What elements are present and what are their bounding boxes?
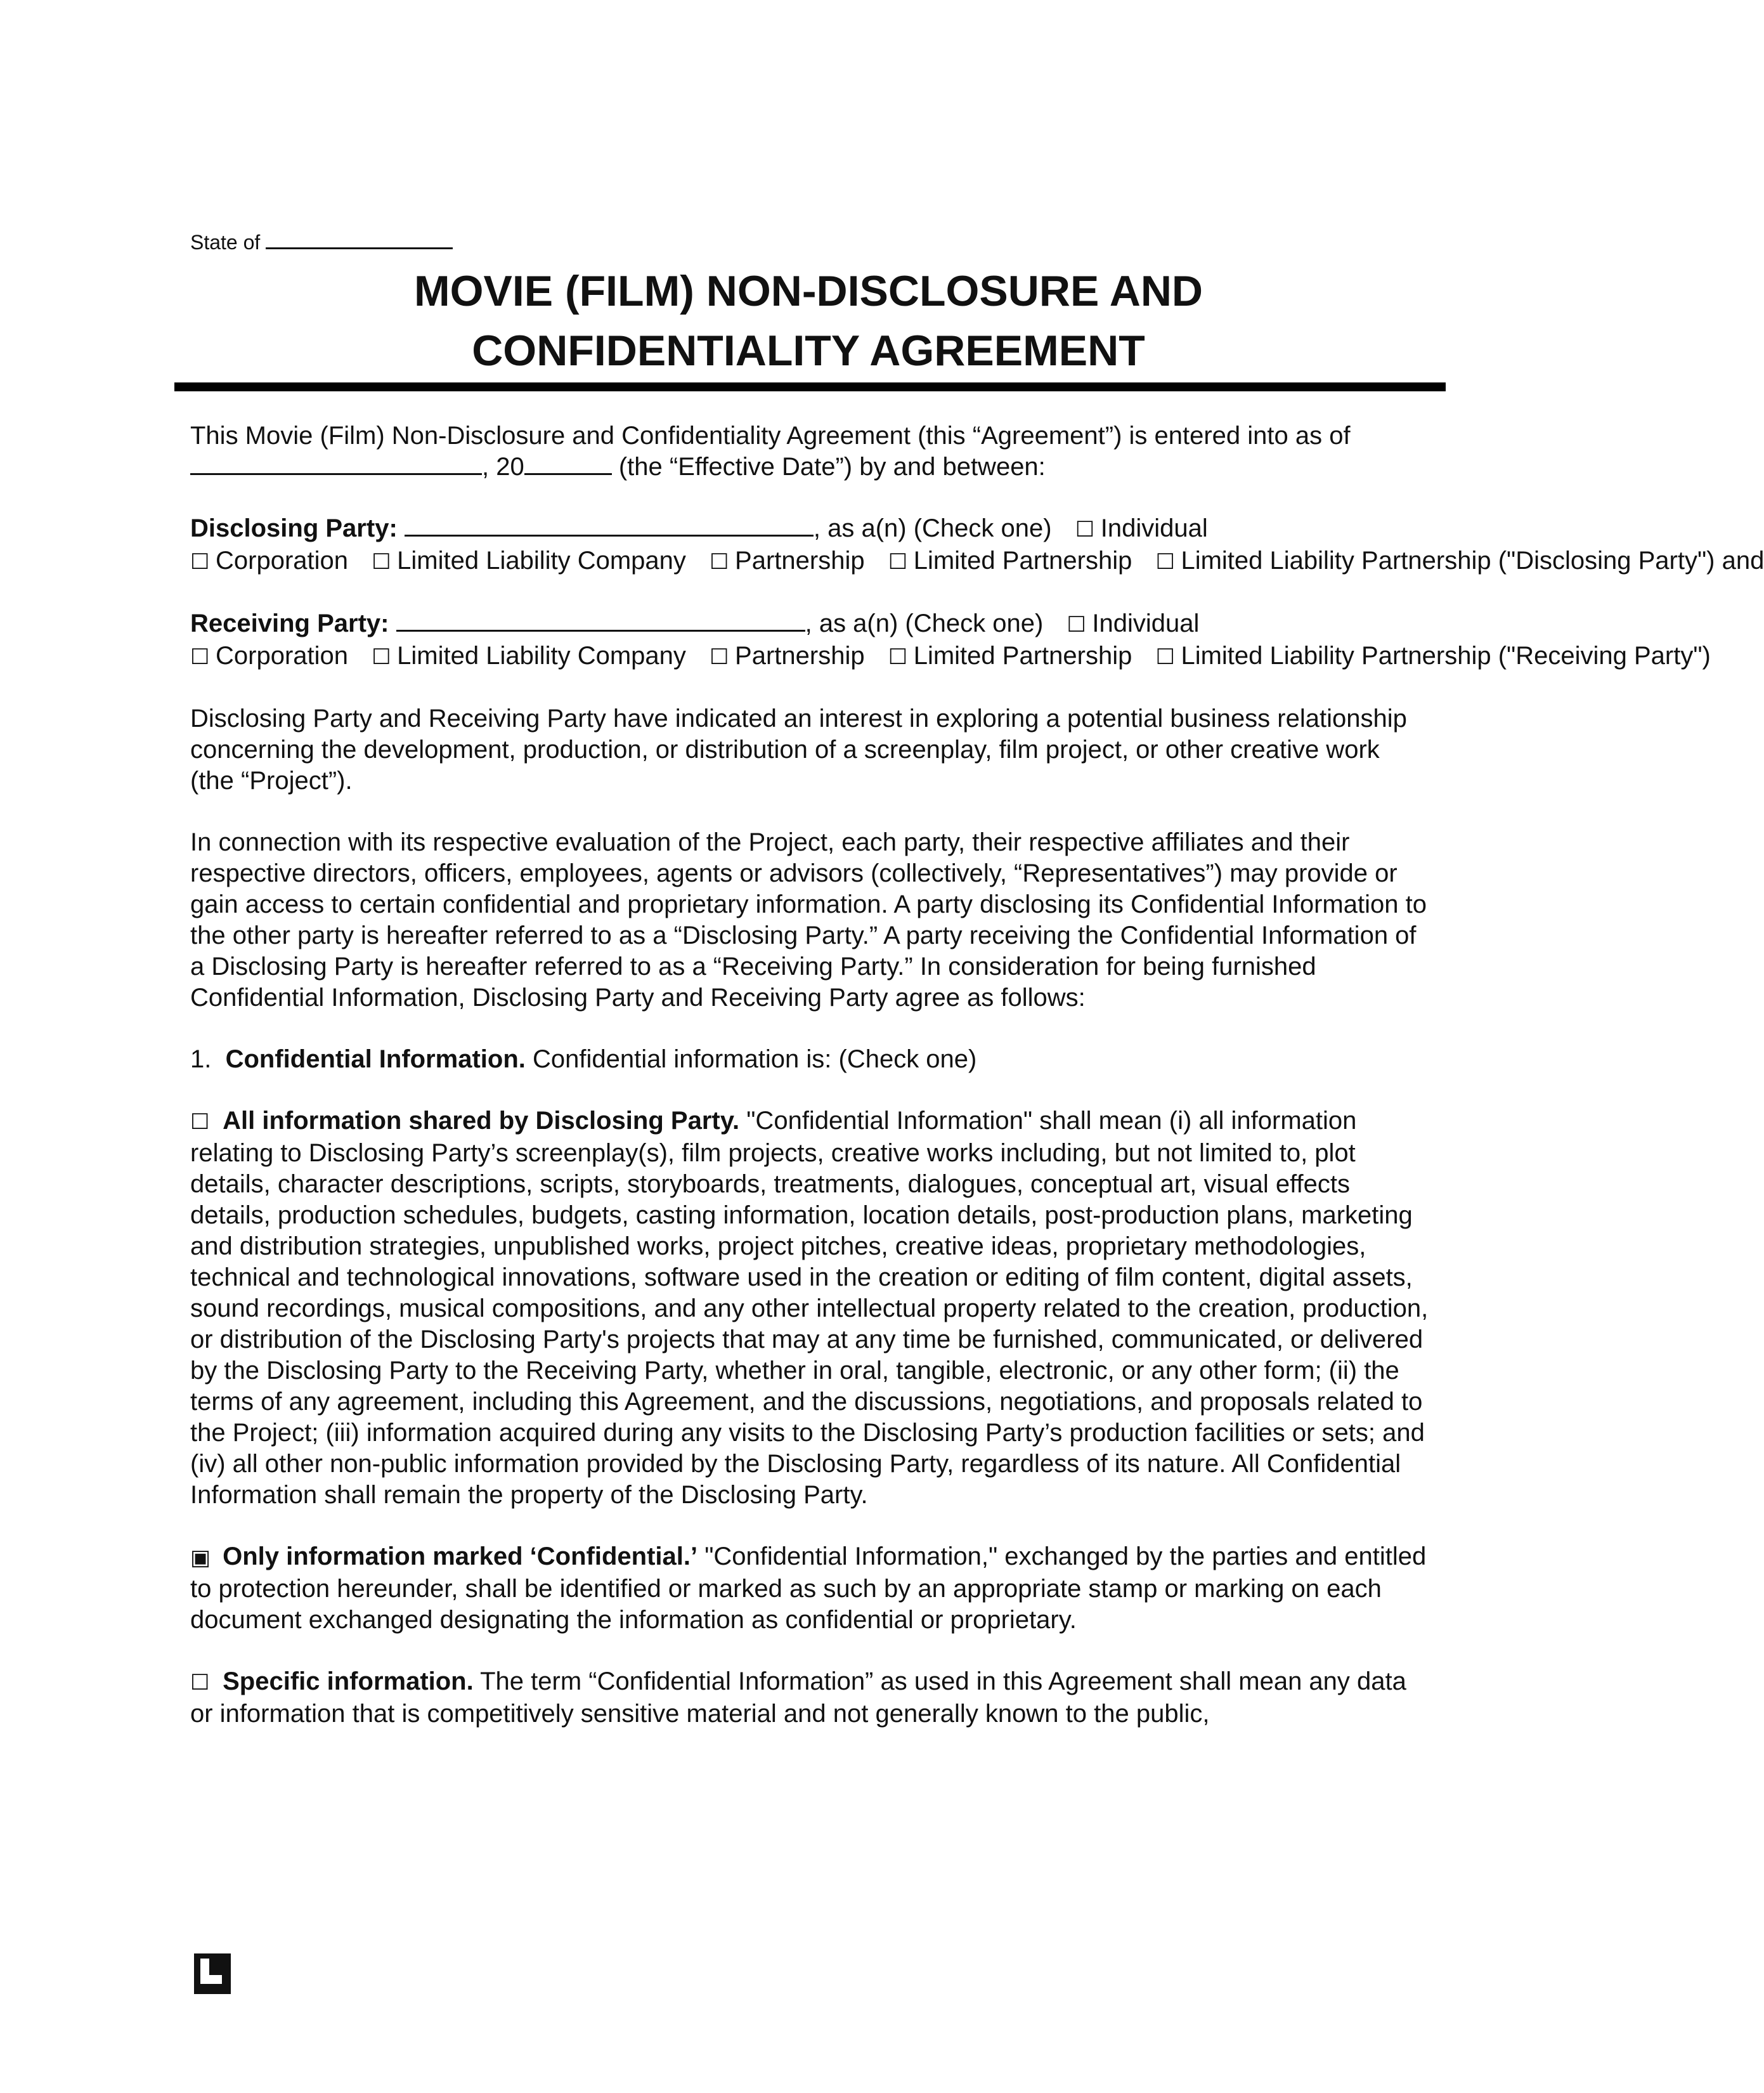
checkbox-icon[interactable]: ☐ — [190, 1671, 210, 1695]
receiving-party-label: Receiving Party: — [190, 610, 389, 637]
year-prefix: , 20 — [482, 453, 524, 481]
receiving-option-llc: Limited Liability Company — [397, 642, 686, 670]
receiving-party-block — [190, 608, 1711, 673]
state-label: State of — [190, 231, 261, 254]
disclosing-option-llc: Limited Liability Company — [397, 547, 686, 575]
document-header — [190, 228, 1427, 381]
intro-paragraph — [190, 421, 1430, 483]
paragraph-project: Disclosing Party and Receiving Party have indicated an interest in exploring a potential business relationship concerning the development, production, or distribution of a screenplay, film project, or other creative work (the “Project”). — [190, 705, 1407, 795]
checkbox-icon[interactable]: ☐ — [190, 550, 210, 574]
checkbox-icon[interactable]: ☐ — [710, 550, 729, 574]
receiving-name-blank[interactable] — [396, 611, 805, 632]
checkbox-icon[interactable]: ☐ — [372, 550, 391, 574]
option-text: "Confidential Information" shall mean (i) all information relating to Disclosing Party’s screenplay(s), film projects, creative works including, but not limited to, plot details, character descriptions, scripts, storyboards, treatments, dialogues, conceptual art, visual effects details, production schedules, budgets, casting information, location details, post-production plans, marketing and distribution strategies, unpublished works, project pitches, creative ideas, proprietary methodologies, technical and technological innovations, software used in the creation or editing of film content, digital assets, sound recordings, musical compositions, and any other intellectual property related to the creation, production, or distribution of the Disclosing Party's projects that may at any time be furnished, communicated, or delivered by the Disclosing Party to the Receiving Party, whether in oral, tangible, electronic, or any other form; (ii) the terms of any agreement, including this Agreement, and the discussions, negotiations, and proposals related to the Project; (iii) information acquired during any visits to the Disclosing Party’s production facilities or sets; and (iv) all other non-public information provided by the Disclosing Party, regardless of its nature. All Confidential Information shall remain the property of the Disclosing Party. — [190, 1107, 1429, 1509]
disclosing-closing: ("Disclosing Party") and — [1498, 547, 1764, 575]
receiving-option-corporation: Corporation — [216, 642, 349, 670]
receiving-option-individual: Individual — [1092, 610, 1200, 637]
checkbox-icon[interactable]: ☐ — [372, 645, 391, 669]
checkbox-icon[interactable]: ☐ — [710, 645, 729, 669]
title-line-2: CONFIDENTIALITY AGREEMENT — [472, 327, 1145, 375]
checkbox-icon[interactable]: ☐ — [1067, 613, 1086, 637]
disclosing-party-label: Disclosing Party: — [190, 514, 398, 542]
document-body — [190, 421, 1764, 1760]
section-intro: Confidential information is: (Check one) — [533, 1045, 977, 1073]
brand-logo-icon — [190, 1953, 231, 1994]
receiving-option-lp: Limited Partnership — [913, 642, 1132, 670]
effective-date-text: (the “Effective Date”) by and between: — [618, 453, 1046, 481]
checkbox-icon[interactable]: ☐ — [190, 1110, 210, 1134]
date-blank[interactable] — [190, 454, 482, 475]
disclosing-option-llp: Limited Liability Partnership — [1181, 547, 1491, 575]
state-line — [190, 228, 1427, 256]
disclosing-name-blank[interactable] — [405, 516, 814, 537]
receiving-closing: ("Receiving Party") — [1498, 642, 1711, 670]
option-text: The term “Confidential Information” as used in this Agreement shall mean any data or information that is competitively sensitive material and not generally known to the public, — [190, 1667, 1406, 1728]
checkbox-icon[interactable]: ☐ — [1075, 518, 1095, 542]
disclosing-party-block — [190, 513, 1764, 578]
option-marked-confidential — [190, 1541, 1430, 1636]
option-heading: Only information marked ‘Confidential.’ — [223, 1542, 698, 1570]
checkbox-icon[interactable]: ☐ — [888, 550, 908, 574]
intro-text: This Movie (Film) Non-Disclosure and Confidentiality Agreement (this “Agreement”) is entered into as of — [190, 422, 1351, 450]
checkbox-icon[interactable]: ☐ — [888, 645, 908, 669]
paragraph-representatives: In connection with its respective evaluation of the Project, each party, their respective affiliates and their respective directors, officers, employees, agents or advisors (collectively, “Representatives”) may provide or gain access to certain confidential and proprietary information. A party disclosing its Confidential Information to the other party is hereafter referred to as a “Disclosing Party.” A party receiving the Confidential Information of a Disclosing Party is hereafter referred to as a “Receiving Party.” In consideration for being furnished Confidential Information, Disclosing Party and Receiving Party agree as follows: — [190, 828, 1427, 1012]
checkbox-icon[interactable]: ☐ — [1155, 550, 1175, 574]
disclosing-option-partnership: Partnership — [735, 547, 865, 575]
option-specific-information — [190, 1666, 1430, 1730]
checkbox-icon[interactable]: ☐ — [1155, 645, 1175, 669]
receiving-option-llp: Limited Liability Partnership — [1181, 642, 1491, 670]
checkbox-icon[interactable]: ☐ — [190, 645, 210, 669]
option-all-information — [190, 1105, 1430, 1511]
year-blank[interactable] — [524, 454, 612, 475]
option-text: "Confidential Information," exchanged by the parties and entitled to protection hereunder, shall be identified or marked as such by an appropriate stamp or marking on each document exchanged designating the information as confidential or proprietary. — [190, 1542, 1427, 1634]
state-blank[interactable] — [266, 228, 453, 249]
receiving-check-intro: , as a(n) (Check one) — [805, 610, 1044, 637]
option-heading: All information shared by Disclosing Party. — [223, 1107, 740, 1135]
section-1-heading — [190, 1044, 1430, 1075]
disclosing-option-lp: Limited Partnership — [913, 547, 1132, 575]
checked-checkbox-icon[interactable]: ▣ — [190, 1546, 211, 1570]
disclosing-option-individual: Individual — [1100, 514, 1208, 542]
section-number: 1. — [190, 1045, 212, 1073]
title-line-1: MOVIE (FILM) NON-DISCLOSURE AND — [413, 267, 1203, 315]
document-title — [190, 261, 1427, 381]
option-heading: Specific information. — [223, 1667, 474, 1695]
section-title: Confidential Information. — [225, 1045, 526, 1073]
receiving-option-partnership: Partnership — [735, 642, 865, 670]
disclosing-option-corporation: Corporation — [216, 547, 349, 575]
disclosing-check-intro: , as a(n) (Check one) — [813, 514, 1052, 542]
title-divider — [174, 382, 1446, 391]
